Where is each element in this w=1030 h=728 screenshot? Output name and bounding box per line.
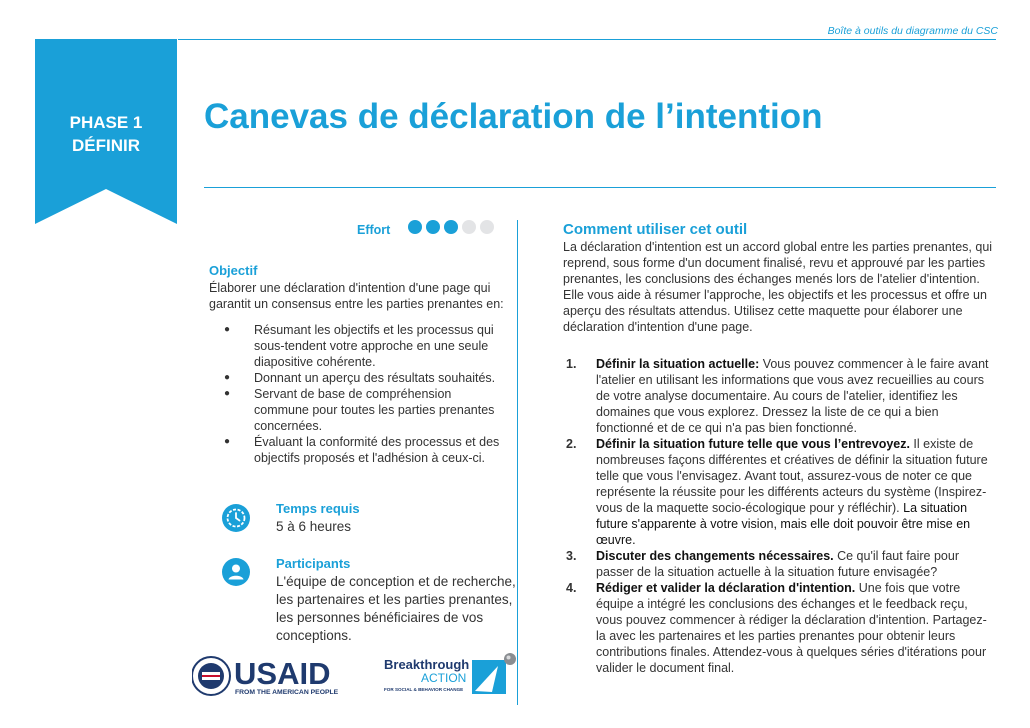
step-number: 3. xyxy=(566,549,577,563)
step-number: 4. xyxy=(566,581,577,595)
step-number: 2. xyxy=(566,437,577,451)
step-text: Une fois que votre équipe a intégré les conclusions des échanges et le feedback reçu, vous pouvez commencer à rédiger la déclaration d'intention. Partagez-la avec les partenaires et les parties prenantes pour obtenir leurs contributions finales. Attendez-vous à quelques séries d'itérations pour valider le document final. xyxy=(596,581,987,675)
steps-list xyxy=(566,356,994,676)
step-title: Définir la situation actuelle: xyxy=(596,357,760,371)
phase-step-label: DÉFINIR xyxy=(72,136,140,155)
clock-icon xyxy=(222,504,250,532)
ba-wordmark-line2: ACTION xyxy=(421,671,467,685)
phase-banner xyxy=(35,39,177,224)
effort-dot xyxy=(462,220,476,234)
effort-dots xyxy=(408,220,498,239)
ba-tagline: FOR SOCIAL & BEHAVIOR CHANGE xyxy=(384,687,464,692)
step-text: Il existe de nombreuses façons différentes et créatives de définir la situation future telle que vous l'envisagez. Avant tout, assurez-vous de noter ce que représente la réussite pour les différents acteurs du système (Inspirez-vous de la maquette socio-écologique pour y réfléchir). xyxy=(596,437,988,515)
objectif-bullet-list xyxy=(223,322,508,466)
ba-logo-icon xyxy=(472,653,516,694)
step-number: 1. xyxy=(566,357,577,371)
usaid-tagline: FROM THE AMERICAN PEOPLE xyxy=(235,689,339,696)
top-divider xyxy=(178,39,996,40)
step-text: Ce qu'il faut faire pour passer de la situation actuelle à la situation future envisagée? xyxy=(596,549,959,579)
person-icon xyxy=(222,558,250,586)
step-text: Vous pouvez commencer à le faire avant l'atelier en utilisant les informations que vous avez recueillies au cours de votre analyse documentaire. Au cours de l'atelier, identifiez les domaines que vous explorez. Dressez la liste de ce qui a bien fonctionné et de ce qui n'a pas bien fonctionné. xyxy=(596,357,989,435)
footer-logos xyxy=(192,652,522,700)
objectif-text: Élaborer une déclaration d'intention d'une page qui garantit un consensus entre les parties prenantes en: xyxy=(209,281,504,311)
step-text-emphasis: La situation future s'apparente à votre vision, mais elle doit pouvoir être mise en œuvre. xyxy=(596,501,971,547)
how-to-intro: La déclaration d'intention est un accord global entre les parties prenantes, qui reprend, sous forme d'un document finalisé, revu et approuvé par les parties prenantes, les conclusions des échanges menés lors de l'atelier d'intention. Elle vous aide à résumer l'approche, les objectifs et les processus et offre un aperçu des résultats attendus. Utilisez cette maquette pour élaborer une déclaration d'intention d'une page. xyxy=(563,240,993,334)
participants-value: L'équipe de conception et de recherche, les partenaires et les parties prenantes, les personnes bénéficiaires de vos conceptions. xyxy=(276,574,516,643)
time-value: 5 à 6 heures xyxy=(276,519,352,534)
list-item: ● Donnant un aperçu des résultats souhaités. xyxy=(223,370,508,386)
participants-heading: Participants xyxy=(276,556,351,571)
how-to-heading: Comment utiliser cet outil xyxy=(563,221,748,238)
title-divider xyxy=(204,187,996,188)
list-item xyxy=(566,580,994,676)
effort-dot xyxy=(444,220,458,234)
list-item: ● Résumant les objectifs et les processus qui sous-tendent votre approche en une seule diapositive cohérente. xyxy=(223,322,508,370)
list-item xyxy=(566,436,994,548)
list-item: ● Servant de base de compréhension commune pour toutes les parties prenantes concernées. xyxy=(223,386,508,434)
phase-label: PHASE 1 xyxy=(69,113,143,132)
effort-rating xyxy=(357,220,498,239)
page-title: Canevas de déclaration de l’intention xyxy=(204,97,823,136)
effort-dot xyxy=(426,220,440,234)
list-item: ● Évaluant la conformité des processus et des objectifs proposés et l'adhésion à ceux-ci. xyxy=(223,434,508,466)
list-item xyxy=(566,548,994,580)
effort-dot xyxy=(480,220,494,234)
time-heading: Temps requis xyxy=(276,501,360,516)
effort-dot xyxy=(408,220,422,234)
list-item xyxy=(566,356,994,436)
step-title: Discuter des changements nécessaires. xyxy=(596,549,834,563)
step-title: Rédiger et valider la déclaration d'intention. xyxy=(596,581,856,595)
usaid-wordmark: USAID xyxy=(234,656,331,691)
ba-wordmark-line1: Breakthrough xyxy=(384,657,470,672)
effort-label: Effort xyxy=(357,222,391,237)
objectif-heading: Objectif xyxy=(209,263,258,278)
usaid-seal-icon xyxy=(192,657,230,695)
toolkit-label: Boîte à outils du diagramme du CSC xyxy=(827,25,998,37)
step-title: Définir la situation future telle que vous l’entrevoyez. xyxy=(596,437,910,451)
